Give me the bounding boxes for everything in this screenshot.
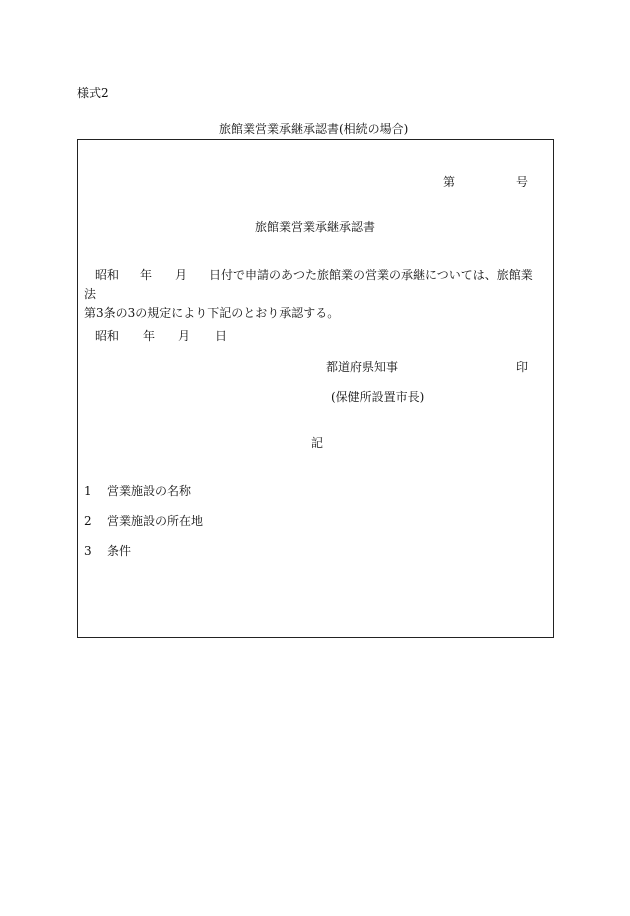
issuer-title: 都道府県知事 bbox=[326, 360, 399, 374]
form-frame bbox=[77, 139, 554, 638]
item-number: 2 bbox=[84, 514, 92, 528]
date-month: 月 bbox=[178, 329, 191, 343]
date-year: 年 bbox=[143, 329, 156, 343]
body-month: 月 bbox=[175, 268, 188, 282]
form-number-label: 様式2 bbox=[77, 86, 109, 100]
body-year: 年 bbox=[140, 268, 153, 282]
number-gou: 号 bbox=[516, 175, 529, 189]
item-label: 営業施設の名称 bbox=[107, 484, 192, 498]
issuer-alternate: (保健所設置市長) bbox=[331, 390, 425, 404]
item-label: 条件 bbox=[107, 544, 132, 558]
item-number: 1 bbox=[84, 484, 92, 498]
body-text-line1: 日付で申請のあつた旅館業の営業の承継については、旅館業法 bbox=[84, 268, 533, 301]
ki-heading: 記 bbox=[311, 436, 324, 450]
item-number: 3 bbox=[84, 544, 92, 558]
item-label: 営業施設の所在地 bbox=[107, 514, 204, 528]
document-title: 旅館業営業承継承認書 bbox=[255, 220, 376, 234]
body-text-line2: 第3条の3の規定により下記のとおり承認する。 bbox=[84, 306, 340, 320]
body-paragraph bbox=[84, 266, 544, 323]
seal-mark: 印 bbox=[516, 360, 529, 374]
date-era: 昭和 bbox=[95, 329, 120, 343]
number-dai: 第 bbox=[443, 175, 456, 189]
header-title: 旅館業営業承継承認書(相続の場合) bbox=[219, 122, 409, 136]
body-era: 昭和 bbox=[95, 268, 120, 282]
date-day: 日 bbox=[215, 329, 228, 343]
